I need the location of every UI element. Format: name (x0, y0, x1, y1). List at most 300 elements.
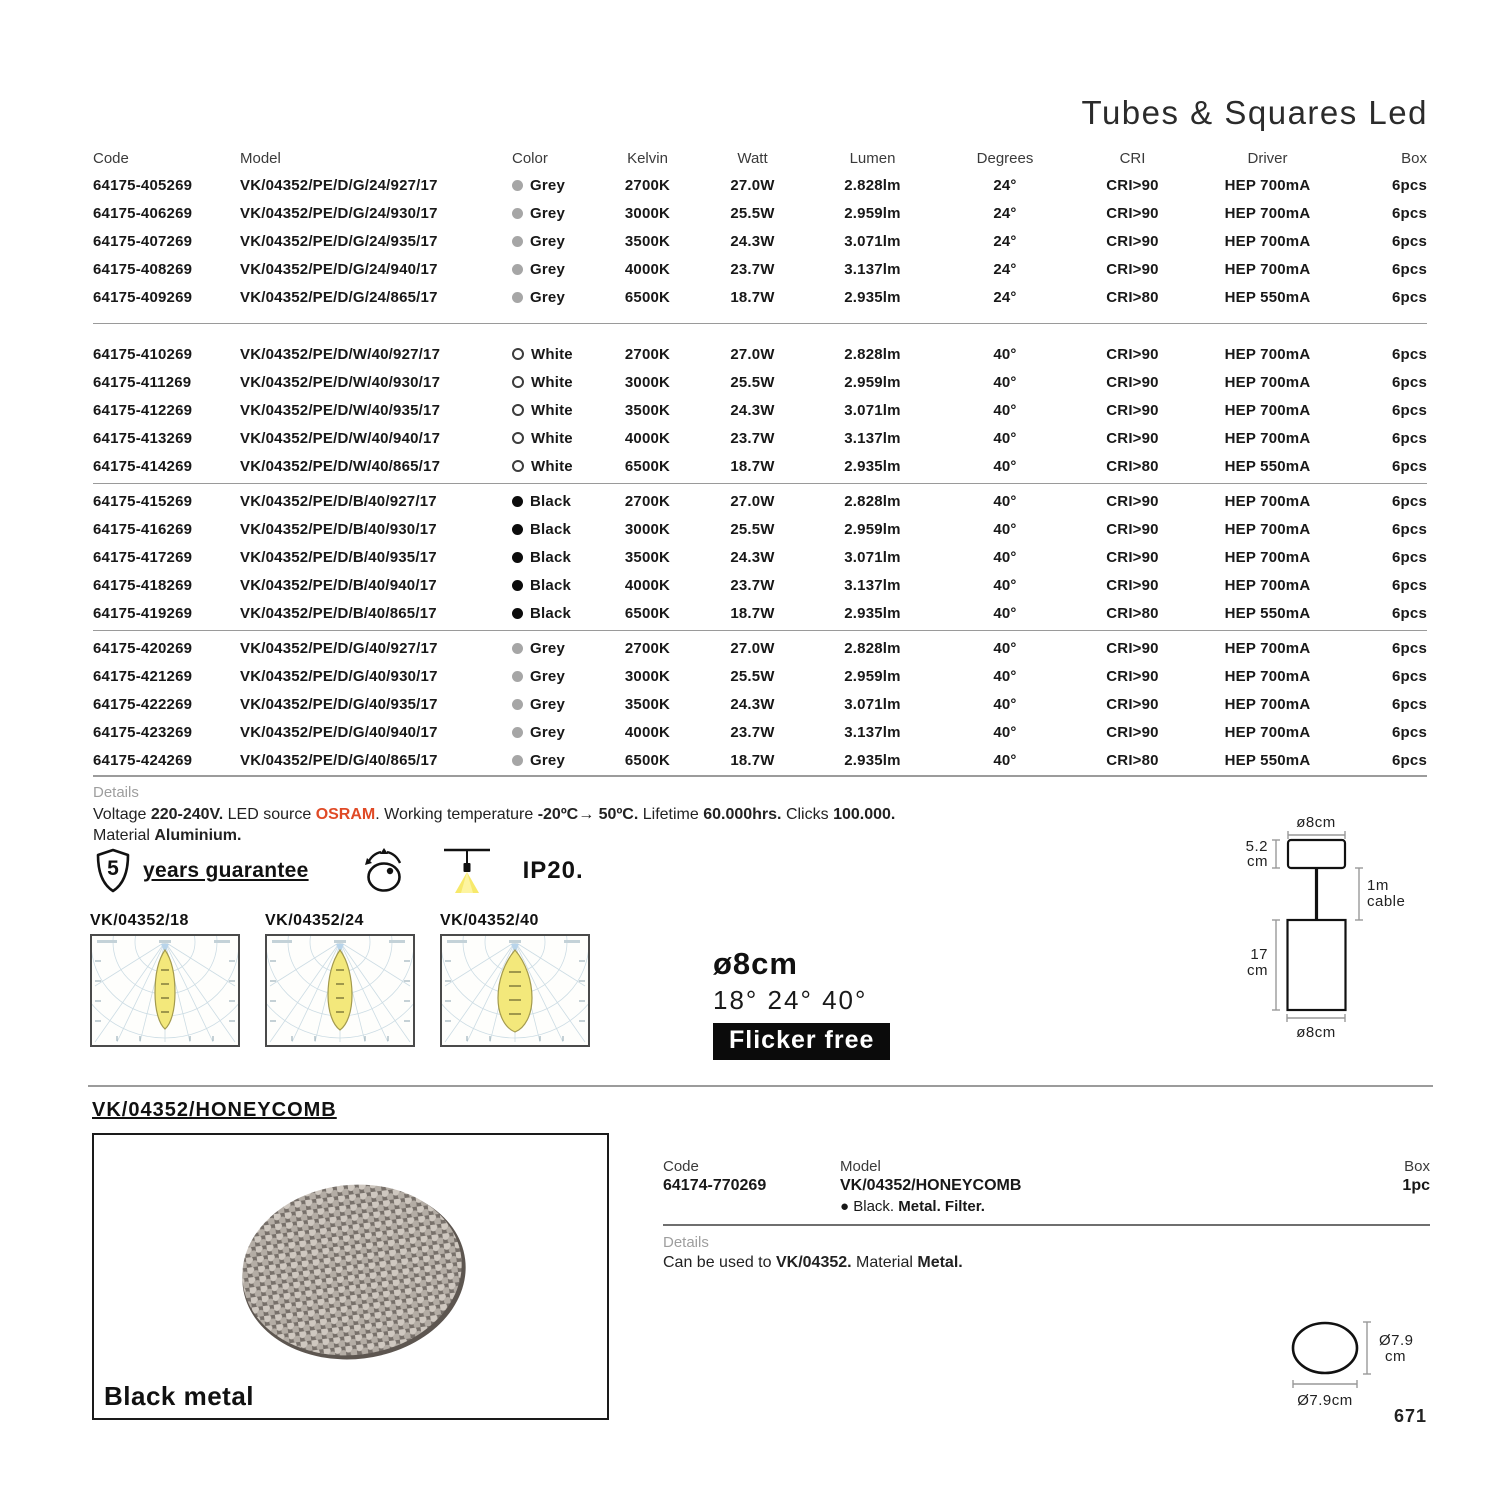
cell-cri: CRI>90 (1106, 520, 1159, 538)
cell-cri: CRI>90 (1106, 232, 1159, 250)
color-label: White (531, 457, 573, 475)
cell-kelvin: 2700K (624, 492, 671, 510)
cell-code: 64175-410269 (93, 345, 193, 363)
cell-watt: 18.7W (730, 604, 775, 622)
cell-box: 6pcs (1392, 520, 1427, 538)
cell-code: 64175-411269 (93, 373, 192, 391)
cell-driver: HEP 700mA (1224, 345, 1311, 363)
cell-driver: HEP 700mA (1224, 373, 1311, 391)
white-color-dot (512, 460, 524, 472)
cell-degrees: 24° (993, 204, 1017, 222)
cell-watt: 24.3W (730, 548, 775, 566)
cell-kelvin: 3000K (624, 373, 671, 391)
grey-color-dot (512, 671, 523, 682)
cell-cri: CRI>80 (1106, 288, 1159, 306)
cell-driver: HEP 700mA (1224, 695, 1311, 713)
cell-driver: HEP 550mA (1224, 751, 1311, 769)
color-label: Grey (530, 176, 565, 194)
group-separator (93, 483, 1427, 484)
ip-rating: IP20. (522, 857, 584, 884)
cell-kelvin: 3500K (624, 232, 671, 250)
header-watt: Watt (737, 149, 768, 167)
cell-model: VK/04352/PE/D/W/40/930/17 (240, 373, 441, 391)
cell-model: VK/04352/PE/D/G/24/940/17 (240, 260, 438, 278)
cell-degrees: 24° (993, 176, 1017, 194)
cell-watt: 24.3W (730, 695, 775, 713)
cell-lumen: 2.828lm (844, 345, 901, 363)
section-divider (88, 1085, 1433, 1087)
cell-kelvin: 3000K (624, 204, 671, 222)
cell-cri: CRI>90 (1106, 429, 1159, 447)
details-line-2: Material Aluminium. (93, 827, 242, 844)
cell-degrees: 24° (993, 232, 1017, 250)
cell-cri: CRI>90 (1106, 548, 1159, 566)
cell-lumen: 3.071lm (844, 695, 901, 713)
cell-degrees: 40° (993, 604, 1017, 622)
svg-text:5: 5 (107, 857, 119, 880)
cell-watt: 23.7W (730, 260, 775, 278)
polar-curve-40 (440, 934, 590, 1047)
cell-watt: 25.5W (730, 667, 775, 685)
grey-color-dot (512, 208, 523, 219)
cell-degrees: 24° (993, 288, 1017, 306)
cell-model: VK/04352/PE/D/B/40/930/17 (240, 520, 437, 538)
white-color-dot (512, 432, 524, 444)
cell-watt: 24.3W (730, 232, 775, 250)
cell-color (512, 458, 600, 475)
cell-degrees: 40° (993, 723, 1017, 741)
hc-details-label: Details (663, 1234, 709, 1251)
cell-cri: CRI>80 (1106, 604, 1159, 622)
black-color-dot (512, 552, 523, 563)
white-color-dot (512, 348, 524, 360)
cell-model: VK/04352/PE/D/W/40/927/17 (240, 345, 441, 363)
hc-box-label: Box (1404, 1158, 1430, 1175)
cell-color (512, 521, 600, 538)
cell-kelvin: 6500K (624, 288, 671, 306)
cell-color (512, 346, 600, 363)
page-title: Tubes & Squares Led (1081, 94, 1428, 131)
color-label: Black (530, 548, 572, 566)
cell-driver: HEP 550mA (1224, 457, 1311, 475)
cell-box: 6pcs (1392, 345, 1427, 363)
cell-box: 6pcs (1392, 667, 1427, 685)
cell-model: VK/04352/PE/D/G/24/927/17 (240, 176, 438, 194)
cell-code: 64175-417269 (93, 548, 193, 566)
header-cri: CRI (1119, 149, 1146, 167)
cell-color (512, 696, 600, 713)
cell-color (512, 605, 600, 622)
cell-kelvin: 2700K (624, 176, 671, 194)
cell-color (512, 374, 600, 391)
color-label: Grey (530, 260, 565, 278)
black-color-dot (512, 580, 523, 591)
cell-box: 6pcs (1392, 260, 1427, 278)
cell-degrees: 40° (993, 751, 1017, 769)
color-label: Grey (530, 204, 565, 222)
cell-model: VK/04352/PE/D/G/40/930/17 (240, 667, 438, 685)
diagram-label: VK/04352/18 (90, 912, 189, 929)
svg-text:1m: 1m (1367, 877, 1389, 894)
cell-code: 64175-421269 (93, 667, 193, 685)
photometric-diagram (265, 912, 415, 1047)
cell-driver: HEP 700mA (1224, 232, 1311, 250)
cell-code: 64175-406269 (93, 204, 193, 222)
cell-degrees: 40° (993, 639, 1017, 657)
certifications-row (93, 844, 584, 898)
color-label: White (531, 429, 573, 447)
cell-lumen: 2.828lm (844, 176, 901, 194)
cell-lumen: 2.959lm (844, 520, 901, 538)
cell-code: 64175-420269 (93, 639, 193, 657)
cell-kelvin: 6500K (624, 604, 671, 622)
cell-code: 64175-405269 (93, 176, 193, 194)
svg-text:cm: cm (1247, 962, 1268, 979)
cell-degrees: 40° (993, 429, 1017, 447)
grey-color-dot (512, 292, 523, 303)
cell-degrees: 40° (993, 373, 1017, 391)
product-table-body (93, 171, 1427, 774)
cell-lumen: 2.935lm (844, 288, 901, 306)
table-row (93, 452, 1427, 480)
hc-code-label: Code (663, 1158, 699, 1175)
cell-kelvin: 4000K (624, 723, 671, 741)
cell-kelvin: 6500K (624, 457, 671, 475)
header-lumen: Lumen (849, 149, 896, 167)
cell-driver: HEP 700mA (1224, 520, 1311, 538)
group-separator (93, 630, 1427, 631)
cell-box: 6pcs (1392, 204, 1427, 222)
grey-color-dot (512, 755, 523, 766)
cell-watt: 27.0W (730, 345, 775, 363)
color-label: Grey (530, 232, 565, 250)
cell-model: VK/04352/PE/D/B/40/927/17 (240, 492, 437, 510)
cell-lumen: 3.137lm (844, 723, 901, 741)
cell-kelvin: 4000K (624, 576, 671, 594)
svg-text:cable: cable (1367, 893, 1406, 910)
white-color-dot (512, 404, 524, 416)
svg-text:ø8cm: ø8cm (1296, 1024, 1336, 1041)
white-color-dot (512, 376, 524, 388)
cell-watt: 24.3W (730, 401, 775, 419)
cell-watt: 23.7W (730, 429, 775, 447)
cell-model: VK/04352/PE/D/W/40/940/17 (240, 429, 441, 447)
cell-box: 6pcs (1392, 695, 1427, 713)
cell-color (512, 233, 600, 250)
cell-watt: 18.7W (730, 457, 775, 475)
color-label: White (531, 401, 573, 419)
cell-degrees: 40° (993, 457, 1017, 475)
grey-color-dot (512, 699, 523, 710)
photometric-diagram (90, 912, 240, 1047)
cell-degrees: 40° (993, 548, 1017, 566)
cell-degrees: 40° (993, 667, 1017, 685)
cell-color (512, 177, 600, 194)
grey-color-dot (512, 643, 523, 654)
color-label: White (531, 345, 573, 363)
cell-cri: CRI>90 (1106, 639, 1159, 657)
table-row (93, 543, 1427, 571)
table-row (93, 396, 1427, 424)
cell-driver: HEP 700mA (1224, 492, 1311, 510)
table-row (93, 283, 1427, 311)
honeycomb-photo (92, 1133, 609, 1420)
cell-color (512, 430, 600, 447)
hc-divider (663, 1224, 1430, 1226)
cell-lumen: 3.071lm (844, 232, 901, 250)
honeycomb-photo-label: Black metal (104, 1381, 255, 1411)
honeycomb-filter-image (94, 1135, 607, 1418)
cell-watt: 25.5W (730, 204, 775, 222)
cell-color (512, 752, 600, 769)
cell-cri: CRI>80 (1106, 457, 1159, 475)
cell-watt: 23.7W (730, 723, 775, 741)
cell-model: VK/04352/PE/D/G/24/865/17 (240, 288, 438, 306)
color-label: Grey (530, 695, 565, 713)
table-row (93, 690, 1427, 718)
hc-box-value: 1pc (1402, 1177, 1430, 1194)
cell-cri: CRI>90 (1106, 260, 1159, 278)
beam-info (713, 946, 890, 1060)
cell-code: 64175-414269 (93, 457, 193, 475)
cell-color (512, 493, 600, 510)
black-color-dot (512, 524, 523, 535)
color-label: Grey (530, 751, 565, 769)
diagram-label: VK/04352/40 (440, 912, 539, 929)
table-header-row (93, 145, 1427, 171)
cell-model: VK/04352/PE/D/G/40/927/17 (240, 639, 438, 657)
cell-lumen: 3.071lm (844, 401, 901, 419)
cell-lumen: 3.071lm (844, 548, 901, 566)
pendant-dimension-drawing (1228, 806, 1443, 1046)
header-box: Box (1401, 149, 1427, 167)
cell-driver: HEP 700mA (1224, 260, 1311, 278)
cell-box: 6pcs (1392, 492, 1427, 510)
cell-model: VK/04352/PE/D/G/24/930/17 (240, 204, 438, 222)
cell-code: 64175-424269 (93, 751, 193, 769)
flicker-free-badge: Flicker free (713, 1023, 890, 1060)
cell-code: 64175-407269 (93, 232, 193, 250)
cell-box: 6pcs (1392, 401, 1427, 419)
cell-cri: CRI>90 (1106, 204, 1159, 222)
grey-color-dot (512, 180, 523, 191)
cell-kelvin: 2700K (624, 345, 671, 363)
honeycomb-info (663, 1158, 1430, 1272)
hc-model-value: VK/04352/HONEYCOMB (840, 1177, 1022, 1194)
cell-color (512, 577, 600, 594)
table-row (93, 599, 1427, 627)
cell-box: 6pcs (1392, 373, 1427, 391)
hc-model-desc: ● Black. Metal. Filter. (840, 1198, 985, 1215)
diagram-label: VK/04352/24 (265, 912, 364, 929)
cell-color (512, 402, 600, 419)
hc-model-label: Model (840, 1158, 881, 1175)
cell-kelvin: 4000K (624, 429, 671, 447)
cell-cri: CRI>90 (1106, 401, 1159, 419)
cell-model: VK/04352/PE/D/G/40/935/17 (240, 695, 438, 713)
cell-driver: HEP 550mA (1224, 288, 1311, 306)
cell-lumen: 2.935lm (844, 604, 901, 622)
svg-text:17: 17 (1250, 946, 1268, 963)
cell-watt: 25.5W (730, 373, 775, 391)
table-row (93, 662, 1427, 690)
cell-kelvin: 4000K (624, 260, 671, 278)
pendant-light-icon (441, 845, 493, 897)
cell-model: VK/04352/PE/D/W/40/865/17 (240, 457, 441, 475)
cell-model: VK/04352/PE/D/G/40/865/17 (240, 751, 438, 769)
cell-degrees: 40° (993, 401, 1017, 419)
group-separator (93, 323, 1427, 324)
cell-lumen: 2.935lm (844, 751, 901, 769)
cell-box: 6pcs (1392, 639, 1427, 657)
cell-watt: 27.0W (730, 176, 775, 194)
cell-code: 64175-423269 (93, 723, 193, 741)
cell-cri: CRI>90 (1106, 723, 1159, 741)
cell-color (512, 724, 600, 741)
cell-color (512, 668, 600, 685)
cell-box: 6pcs (1392, 176, 1427, 194)
table-row (93, 718, 1427, 746)
guarantee-label: years guarantee (143, 859, 309, 882)
cell-watt: 27.0W (730, 492, 775, 510)
table-row (93, 368, 1427, 396)
filter-dimension-drawing (1283, 1312, 1443, 1410)
cell-cri: CRI>90 (1106, 667, 1159, 685)
cell-color (512, 289, 600, 306)
details-label: Details (93, 784, 139, 801)
cell-kelvin: 3500K (624, 695, 671, 713)
color-label: Black (530, 520, 572, 538)
details-section (93, 775, 1427, 846)
honeycomb-title: VK/04352/HONEYCOMB (92, 1099, 337, 1121)
photometric-diagrams (90, 912, 590, 1047)
cell-degrees: 40° (993, 345, 1017, 363)
cell-model: VK/04352/PE/D/G/40/940/17 (240, 723, 438, 741)
cell-lumen: 3.137lm (844, 260, 901, 278)
cell-box: 6pcs (1392, 548, 1427, 566)
header-driver: Driver (1247, 149, 1288, 167)
cell-code: 64175-415269 (93, 492, 193, 510)
cell-code: 64175-409269 (93, 288, 193, 306)
cell-model: VK/04352/PE/D/B/40/865/17 (240, 604, 437, 622)
cell-lumen: 2.935lm (844, 457, 901, 475)
svg-text:cm: cm (1247, 853, 1268, 870)
svg-text:Ø7.9: Ø7.9 (1379, 1332, 1414, 1349)
cell-model: VK/04352/PE/D/B/40/940/17 (240, 576, 437, 594)
cell-cri: CRI>80 (1106, 751, 1159, 769)
table-row (93, 424, 1427, 452)
hc-details-line: Can be used to VK/04352. Material Metal. (663, 1254, 963, 1271)
rotatable-icon (361, 847, 407, 895)
hc-code-value: 64174-770269 (663, 1177, 767, 1194)
cell-code: 64175-416269 (93, 520, 193, 538)
color-label: Grey (530, 288, 565, 306)
grey-color-dot (512, 264, 523, 275)
cell-watt: 25.5W (730, 520, 775, 538)
table-row (93, 199, 1427, 227)
cell-driver: HEP 700mA (1224, 639, 1311, 657)
color-label: Grey (530, 667, 565, 685)
color-label: Grey (530, 723, 565, 741)
header-color: Color (512, 149, 548, 167)
polar-curve-24 (265, 934, 415, 1047)
cell-driver: HEP 700mA (1224, 429, 1311, 447)
cell-driver: HEP 700mA (1224, 548, 1311, 566)
color-label: Grey (530, 639, 565, 657)
header-model: Model (240, 149, 281, 167)
table-row (93, 255, 1427, 283)
cell-lumen: 2.828lm (844, 639, 901, 657)
cell-code: 64175-413269 (93, 429, 193, 447)
cell-box: 6pcs (1392, 288, 1427, 306)
page-number: 671 (1393, 1406, 1427, 1426)
cell-lumen: 2.959lm (844, 373, 901, 391)
cell-degrees: 40° (993, 576, 1017, 594)
cell-kelvin: 3000K (624, 520, 671, 538)
svg-text:ø8cm: ø8cm (1296, 814, 1336, 831)
cell-color (512, 549, 600, 566)
table-row (93, 515, 1427, 543)
header-code: Code (93, 149, 129, 167)
cell-driver: HEP 700mA (1224, 723, 1311, 741)
cell-box: 6pcs (1392, 751, 1427, 769)
svg-text:cm: cm (1385, 1348, 1406, 1365)
cell-box: 6pcs (1392, 723, 1427, 741)
cell-model: VK/04352/PE/D/W/40/935/17 (240, 401, 441, 419)
cell-model: VK/04352/PE/D/G/24/935/17 (240, 232, 438, 250)
cell-driver: HEP 700mA (1224, 204, 1311, 222)
cell-color (512, 205, 600, 222)
cell-box: 6pcs (1392, 429, 1427, 447)
cell-driver: HEP 700mA (1224, 576, 1311, 594)
svg-text:Ø7.9cm: Ø7.9cm (1297, 1392, 1353, 1409)
cell-kelvin: 2700K (624, 639, 671, 657)
cell-kelvin: 6500K (624, 751, 671, 769)
cell-code: 64175-419269 (93, 604, 193, 622)
beam-diameter: ø8cm (713, 946, 798, 981)
grey-color-dot (512, 727, 523, 738)
cell-box: 6pcs (1392, 576, 1427, 594)
cell-code: 64175-422269 (93, 695, 193, 713)
details-line-1: Voltage 220-240V. LED source OSRAM. Working temperature -20ºC→ 50ºC. Lifetime 60.000hrs. Clicks 100.000. (93, 806, 896, 823)
cell-watt: 18.7W (730, 288, 775, 306)
cell-degrees: 40° (993, 492, 1017, 510)
photometric-diagram (440, 912, 590, 1047)
table-row (93, 571, 1427, 599)
cell-driver: HEP 700mA (1224, 176, 1311, 194)
cell-lumen: 2.828lm (844, 492, 901, 510)
cell-lumen: 2.959lm (844, 667, 901, 685)
cell-kelvin: 3500K (624, 401, 671, 419)
polar-curve-18 (90, 934, 240, 1047)
beam-angles: 18° 24° 40° (713, 985, 868, 1015)
cell-box: 6pcs (1392, 457, 1427, 475)
cell-box: 6pcs (1392, 604, 1427, 622)
cell-watt: 23.7W (730, 576, 775, 594)
cell-kelvin: 3500K (624, 548, 671, 566)
product-table (93, 145, 1427, 774)
table-row (93, 171, 1427, 199)
cell-driver: HEP 700mA (1224, 401, 1311, 419)
cell-driver: HEP 550mA (1224, 604, 1311, 622)
cell-degrees: 40° (993, 520, 1017, 538)
cell-cri: CRI>90 (1106, 345, 1159, 363)
table-row (93, 487, 1427, 515)
table-row (93, 634, 1427, 662)
table-row (93, 746, 1427, 774)
color-label: Black (530, 604, 572, 622)
cell-lumen: 3.137lm (844, 576, 901, 594)
